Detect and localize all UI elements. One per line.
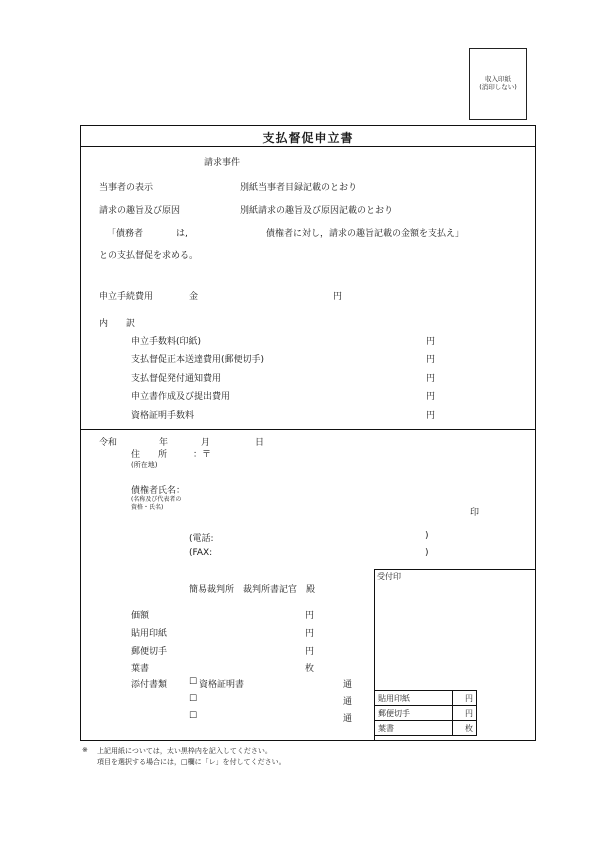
office-item-label: 価額 [131, 611, 150, 621]
date-year: 年 [159, 438, 169, 448]
title-divider [80, 146, 536, 147]
attachment-unit: 通 [343, 680, 353, 690]
phone-label: (電話: [189, 534, 214, 544]
creditor-label: 債権者氏名： [131, 486, 186, 496]
claim-purpose-value: 別紙請求の趣旨及び原因記載のとおり [240, 206, 394, 216]
table-row [375, 721, 477, 736]
receipt-row-unit: 円 [453, 691, 477, 706]
note-line-1: 上記用紙については，太い黒枠内を記入してください。 [97, 747, 272, 755]
office-item-label: 貼用印紙 [131, 629, 168, 639]
date-day: 日 [255, 438, 265, 448]
fee-item-unit: 円 [426, 411, 436, 421]
fee-item-unit: 円 [426, 337, 436, 347]
fee-item-label: 申立手数料(印紙) [131, 337, 202, 347]
note-line-2: 項目を選択する場合には，□欄に「レ」を付してください。 [97, 758, 286, 766]
office-item-label: 郵便切手 [131, 647, 168, 657]
date-era: 令和 [99, 438, 118, 448]
address-label: 住 所 [131, 450, 168, 460]
fax-label: (FAX: [189, 548, 213, 558]
parties-label: 当事者の表示 [99, 183, 154, 193]
receipt-row-label: 貼用印紙 [375, 691, 453, 706]
fee-item-label: 支払督促発付通知費用 [131, 374, 222, 384]
fee-item-unit: 円 [426, 392, 436, 402]
address-sublabel: (所在地) [131, 461, 158, 469]
table-row [375, 706, 477, 721]
court-addressee: 簡易裁判所 裁判所書記官 殿 [189, 585, 316, 595]
office-item-label: 葉書 [131, 664, 150, 674]
receipt-row-unit: 枚 [453, 721, 477, 736]
attachment-unit: 通 [343, 714, 353, 724]
fee-item-label: 資格証明手数料 [131, 411, 195, 421]
attachment-text: 資格証明書 [199, 680, 245, 690]
receipt-row-label: 葉書 [375, 721, 453, 736]
fee-item-unit: 円 [426, 355, 436, 365]
section-divider [80, 429, 536, 430]
note-mark: ※ [82, 746, 88, 754]
stamp-label: 収入印紙 [485, 75, 511, 83]
debtor-statement-1: 「債務者 [107, 229, 144, 239]
page-title: 支払督促申立書 [262, 131, 354, 145]
receipt-label: 受付印 [377, 572, 401, 581]
seal-mark: 印 [470, 508, 480, 518]
receipt-row-label: 郵便切手 [375, 706, 453, 721]
claim-purpose-label: 請求の趣旨及び原因 [99, 206, 181, 216]
fees-yen: 円 [333, 292, 343, 302]
debtor-statement-2: は, [176, 229, 188, 239]
debtor-statement-3: 債権者に対し，請求の趣旨記載の金額を支払え」 [266, 229, 465, 239]
fee-item-unit: 円 [426, 374, 436, 384]
creditor-sublabel-2: 資格・氏名) [131, 504, 164, 511]
date-month: 月 [201, 438, 211, 448]
office-item-unit: 枚 [305, 664, 315, 674]
stamp-note: (消印しない) [479, 83, 517, 91]
attachments-label: 添付書類 [131, 680, 168, 690]
receipt-table [374, 690, 477, 736]
claim-case: 請求事件 [204, 158, 241, 168]
debtor-statement-4: との支払督促を求める。 [99, 251, 199, 261]
breakdown-label: 内 訳 [99, 319, 136, 329]
fees-amount-label: 金 [189, 292, 199, 302]
parties-value: 別紙当事者目録記載のとおり [240, 183, 358, 193]
receipt-row-unit: 円 [453, 706, 477, 721]
attachment-checkbox[interactable]: ☐ [189, 677, 198, 687]
attachment-unit: 通 [343, 697, 353, 707]
attachment-checkbox[interactable]: ☐ [189, 694, 198, 704]
attachment-checkbox[interactable]: ☐ [189, 711, 198, 721]
office-item-unit: 円 [305, 611, 315, 621]
fax-close: ) [425, 548, 429, 558]
creditor-sublabel-1: (名称及び代表者の [131, 496, 182, 503]
office-item-unit: 円 [305, 647, 315, 657]
phone-close: ) [425, 531, 429, 541]
fee-item-label: 支払督促正本送達費用(郵便切手) [131, 355, 265, 365]
address-postal: ：〒 [193, 450, 212, 460]
office-item-unit: 円 [305, 629, 315, 639]
fees-label: 申立手続費用 [99, 292, 154, 302]
revenue-stamp-box [469, 48, 527, 120]
table-row [375, 691, 477, 706]
fee-item-label: 申立書作成及び提出費用 [131, 392, 231, 402]
